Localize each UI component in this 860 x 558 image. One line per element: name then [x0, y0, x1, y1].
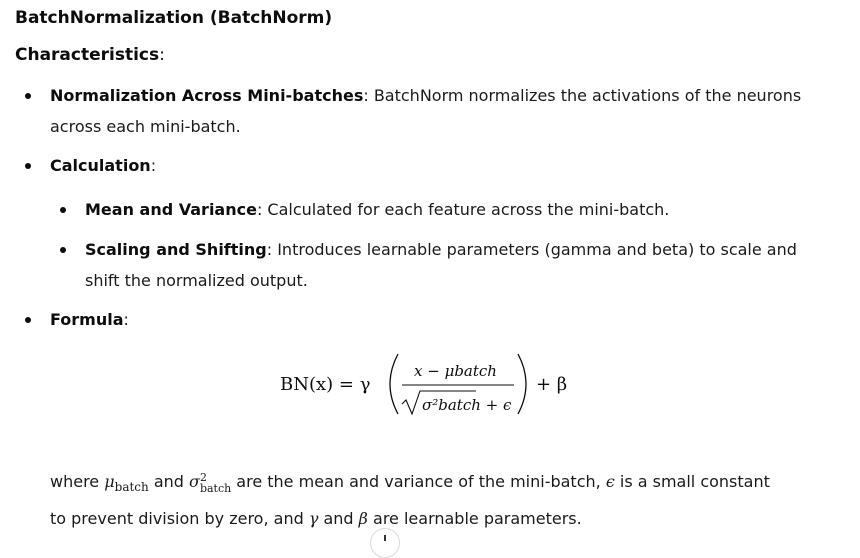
subbullet-scaling-shifting-text: : Introduces learnable parameters (gamma and beta) to scale and	[266, 240, 797, 259]
math-epsilon: ϵ	[605, 472, 615, 491]
formula-lhs: BN(x) = γ	[280, 374, 371, 395]
bullet-dot	[60, 207, 66, 213]
formula-left-paren	[390, 354, 398, 414]
subbullet-mean-variance-text: : Calculated for each feature across the mini-batch.	[256, 200, 670, 219]
subbullet-scaling-shifting	[85, 234, 805, 296]
formula-right-paren	[518, 354, 526, 414]
math-superscript-2: 2	[199, 470, 207, 484]
formula-rhs: + β	[536, 374, 568, 395]
bullet-normalization-heading: Normalization Across Mini-batches	[50, 86, 364, 105]
scroll-arrow-icon	[384, 535, 386, 541]
batchnorm-formula	[278, 348, 598, 420]
bullet-dot	[25, 317, 31, 323]
bullet-normalization-text-line2: across each mini-batch.	[50, 117, 241, 136]
explanation-paragraph	[50, 466, 810, 534]
math-sigma-scripts	[200, 472, 231, 494]
page-title: BatchNormalization (BatchNorm)	[15, 8, 333, 28]
explanation-text: where	[50, 472, 105, 491]
math-beta: β	[358, 509, 368, 529]
bullet-formula	[50, 304, 810, 335]
bullet-calculation-heading: Calculation	[50, 156, 151, 175]
subbullet-scaling-shifting-text-line2: shift the normalized output.	[85, 271, 308, 290]
bullet-dot	[60, 247, 66, 253]
subbullet-scaling-shifting-heading: Scaling and Shifting	[85, 240, 267, 259]
scroll-down-button[interactable]	[370, 528, 400, 558]
math-subscript-batch: batch	[199, 481, 232, 495]
math-mu: μ	[104, 472, 115, 491]
bullet-normalization	[50, 80, 810, 142]
bullet-calculation-colon: :	[150, 156, 157, 175]
math-sigma: σ	[189, 472, 200, 491]
subbullet-mean-variance	[85, 194, 805, 225]
characteristics-colon: :	[159, 45, 165, 65]
section-heading-characteristics	[15, 45, 165, 65]
explanation-text: are the mean and variance of the mini-batch,	[231, 472, 606, 491]
bullet-dot	[25, 163, 31, 169]
explanation-text-line2: are learnable parameters.	[367, 509, 582, 529]
bullet-formula-heading: Formula	[50, 310, 124, 329]
explanation-text: is a small constant	[614, 472, 770, 491]
math-gamma: γ	[308, 509, 319, 529]
explanation-text-line2: to prevent division by zero, and	[50, 509, 309, 529]
bullet-calculation	[50, 150, 810, 181]
formula-numerator: x − μbatch	[414, 362, 497, 380]
bullet-normalization-text: : BatchNorm normalizes the activations of the neurons	[363, 86, 802, 105]
subbullet-mean-variance-heading: Mean and Variance	[85, 200, 257, 219]
bullet-formula-colon: :	[123, 310, 129, 329]
formula-denominator: σ²batch + ϵ	[422, 396, 512, 414]
explanation-text-line2: and	[318, 509, 359, 529]
math-subscript-batch: batch	[114, 480, 149, 495]
explanation-text: and	[148, 472, 190, 491]
bullet-dot	[25, 93, 31, 99]
characteristics-label: Characteristics	[15, 45, 160, 65]
